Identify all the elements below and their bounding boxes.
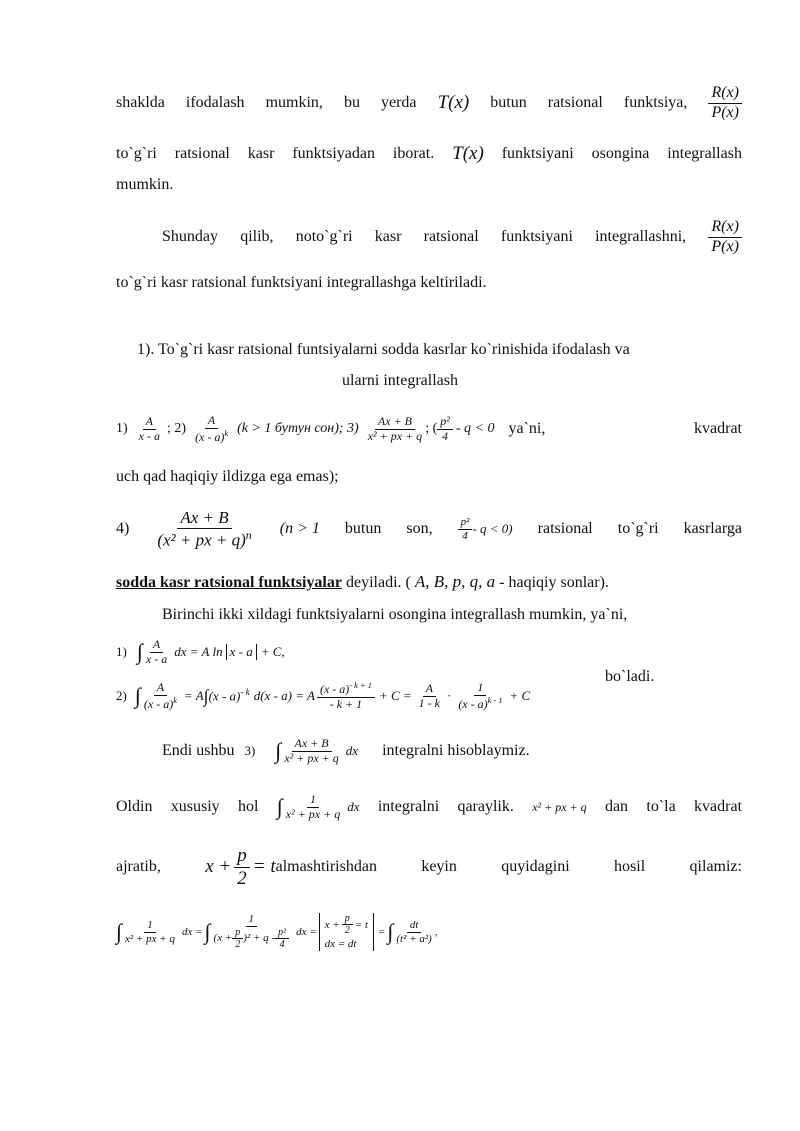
word: ratsional <box>174 145 230 162</box>
numerator: 1 <box>246 913 258 927</box>
denominator: 2 <box>344 925 350 937</box>
denominator: 2 <box>235 939 241 951</box>
numerator: Ax + B <box>292 737 332 752</box>
abs-value: x - a <box>226 644 257 660</box>
expr: (x + <box>213 932 233 945</box>
expr: dx = <box>181 926 203 938</box>
fraction <box>393 919 434 945</box>
numerator: p² <box>458 516 473 530</box>
word: Oldin <box>116 798 153 815</box>
word: kvadrat <box>694 420 742 437</box>
expr: + C = <box>378 688 412 703</box>
expr: , <box>434 926 438 938</box>
defined-term: sodda kasr ratsional funktsiyalar <box>116 574 342 591</box>
den-exp: k <box>224 428 229 438</box>
fraction <box>317 681 375 712</box>
word: integrallash <box>667 145 742 162</box>
word: to`g`ri <box>116 145 157 162</box>
denominator: 4 <box>279 939 285 951</box>
word: ya`ni, <box>508 420 546 437</box>
integral-sign: ∫ <box>275 738 282 763</box>
numerator: 1 <box>307 793 319 808</box>
denominator <box>192 429 231 445</box>
text: deyiladi. ( <box>341 574 415 591</box>
expr: d(x - a) = A <box>253 688 315 703</box>
fraction <box>143 638 170 667</box>
integral-sign: ∫ <box>136 639 143 664</box>
word: qilamiz: <box>689 858 742 875</box>
p2-over-4-fraction <box>458 516 473 542</box>
boladi-text: bo`ladi. <box>605 668 655 685</box>
condition: (k > 1 бутун сон); 3) <box>237 421 359 436</box>
numerator <box>317 681 375 698</box>
numerator: A <box>205 414 218 429</box>
denominator <box>455 696 505 712</box>
word: mumkin, <box>265 94 323 111</box>
label: 2) <box>116 688 127 703</box>
fraction <box>283 793 343 822</box>
word: qilib, <box>240 228 274 245</box>
word: kvadrat <box>694 798 742 815</box>
expr: + C, <box>260 644 285 659</box>
paragraph-line: to`g`ri kasr ratsional funktsiyani integrallashga keltiriladi. <box>116 274 487 291</box>
paragraph-line: Birinchi ikki xildagi funktsiyalarni osongina integrallash mumkin, ya`ni, <box>162 606 628 623</box>
expr: x + <box>205 856 232 877</box>
dx: dx <box>347 799 360 814</box>
word: kasr <box>374 228 402 245</box>
word: dan <box>604 798 629 815</box>
numerator: p <box>342 913 353 926</box>
denominator <box>211 927 293 951</box>
numerator: Ax + B <box>177 508 231 529</box>
label: 4) <box>116 520 130 537</box>
expr: x + <box>324 918 340 931</box>
numerator: 1 <box>144 919 156 933</box>
den-exp: k <box>173 695 177 705</box>
word: to`g`ri <box>617 520 659 537</box>
math-Tx: T(x) <box>437 92 470 113</box>
word: quyidagini <box>501 858 570 875</box>
word: to`la <box>646 798 676 815</box>
word: integrallashni, <box>595 228 687 245</box>
word: kasrlarga <box>683 520 742 537</box>
denominator: x² + px + q <box>284 750 339 765</box>
denominator: P(x) <box>711 237 739 255</box>
substitution-row: dx = dt <box>324 937 357 950</box>
den-base: (x - a) <box>458 696 488 711</box>
type4-line <box>116 504 742 554</box>
fraction-R-over-P <box>708 218 742 256</box>
fraction <box>211 913 293 951</box>
dx: dx <box>345 743 359 758</box>
condition-open: ; ( <box>425 421 438 436</box>
word: ajratib, <box>116 858 161 875</box>
label: 1) <box>116 421 128 436</box>
expr: = t <box>252 856 276 877</box>
type3-fraction <box>365 415 425 444</box>
fraction-types-line <box>116 406 742 452</box>
base: (x - a) <box>208 688 241 704</box>
numerator: p <box>234 845 250 868</box>
formula-2 <box>116 674 530 718</box>
word: ratsional <box>547 94 603 111</box>
denominator: - k + 1 <box>329 696 363 711</box>
word: integralni <box>377 798 440 815</box>
numerator: p <box>232 927 243 940</box>
numerator: A <box>154 681 167 696</box>
exp: - k <box>240 687 250 698</box>
integral-expr <box>277 793 360 822</box>
p2-over-4-fraction <box>437 415 453 444</box>
word: xususiy <box>170 798 220 815</box>
exp: - k + 1 <box>349 680 372 690</box>
dot: · <box>446 688 452 703</box>
expr: dx = <box>296 926 317 938</box>
condition-rest: - q < 0 <box>455 421 495 436</box>
den-exp: n <box>245 527 252 542</box>
fraction <box>232 927 243 951</box>
section-heading-line2: ularni integrallash <box>342 372 458 389</box>
expr: )² + q - <box>243 932 276 945</box>
word: Shunday <box>162 228 218 245</box>
den-base: (x - a) <box>143 696 174 711</box>
denominator: (t² + a²) <box>396 932 432 945</box>
condition-rest: - q < 0) <box>472 521 513 536</box>
type1-fraction <box>136 415 163 444</box>
formula-1 <box>116 634 285 670</box>
text: Endi ushbu <box>162 742 235 759</box>
numerator: p² <box>437 415 453 430</box>
word: osongina <box>591 145 650 162</box>
ajratib-line <box>116 842 742 892</box>
fraction <box>275 927 289 951</box>
word: hosil <box>614 858 646 875</box>
word: ratsional <box>423 228 479 245</box>
word: funktsiyani <box>501 145 574 162</box>
word: noto`g`ri <box>295 228 353 245</box>
numerator: p² <box>275 927 289 940</box>
word: hol <box>237 798 259 815</box>
word: bu <box>343 94 360 111</box>
integral-sign: ∫ <box>276 794 283 819</box>
word: qaraylik. <box>457 798 514 815</box>
denominator: x² + px + q <box>125 932 175 945</box>
final-formula <box>116 902 438 962</box>
denominator: P(x) <box>711 103 739 121</box>
endi-line <box>162 728 530 774</box>
label: 3) <box>244 743 256 758</box>
denominator: 2 <box>237 867 247 889</box>
numerator: R(x) <box>708 84 742 103</box>
expr: = <box>377 926 386 938</box>
fraction <box>342 913 353 937</box>
denominator <box>141 696 180 712</box>
text: integralni hisoblaymiz. <box>382 742 530 759</box>
numerator: A <box>143 415 156 430</box>
oldin-line <box>116 784 742 830</box>
paragraph-line: uch qad haqiqiy ildizga ega emas); <box>116 468 339 485</box>
denominator: x - a <box>138 428 160 443</box>
expr: = t <box>354 918 368 931</box>
word: kasr <box>247 145 275 162</box>
fraction <box>281 737 341 766</box>
integral-sign: ∫ <box>203 685 209 706</box>
numerator: Ax + B <box>375 415 415 430</box>
expr: x² + px + q <box>532 799 587 814</box>
word: butun <box>344 520 382 537</box>
substitution-expr <box>205 845 377 890</box>
numerator: dt <box>407 919 422 933</box>
word: ratsional <box>537 520 593 537</box>
condition: (n > 1 <box>279 520 320 537</box>
math-Tx: T(x) <box>452 143 484 164</box>
word: almashtirishdan <box>275 858 377 875</box>
condition-expr <box>458 516 513 542</box>
paragraph-line <box>116 142 742 166</box>
numerator: R(x) <box>708 218 742 237</box>
section-heading: 1). To`g`ri kasr ratsional funtsiyalarni sodda kasrlar ko`rinishida ifodalash va <box>137 341 630 358</box>
expr <box>209 687 250 704</box>
denominator: 4 <box>442 428 449 443</box>
fraction <box>416 682 443 711</box>
denominator: 4 <box>462 529 468 542</box>
den-base: (x - a) <box>195 429 225 444</box>
word: butun <box>490 94 527 111</box>
type2-fraction <box>192 414 231 445</box>
word: funktsiya, <box>623 94 688 111</box>
expr: = A <box>183 688 204 703</box>
expr: + C <box>509 688 531 703</box>
word: keyin <box>421 858 457 875</box>
denominator <box>154 529 254 550</box>
den-base: (x² + px + q) <box>157 530 246 550</box>
paragraph-line: mumkin. <box>116 176 174 193</box>
integral-sign: ∫ <box>134 683 141 708</box>
paragraph-line <box>162 214 742 260</box>
word: funktsiyadan <box>292 145 375 162</box>
denominator: 1 - k <box>418 695 440 710</box>
integral-sign: ∫ <box>387 919 394 944</box>
integral-sign: ∫ <box>204 919 211 944</box>
substitution-row <box>325 913 368 937</box>
fraction <box>234 845 250 890</box>
denominator: x - a <box>145 651 168 666</box>
word: funktsiyani <box>500 228 573 245</box>
fraction <box>122 919 178 945</box>
word: son, <box>406 520 433 537</box>
numerator: 1 <box>474 681 486 696</box>
denominator: x² + px + q <box>367 428 423 443</box>
definition-line <box>116 572 609 592</box>
paragraph-line <box>116 80 742 126</box>
denominator: x² + px + q <box>285 806 341 821</box>
label: 1) <box>116 644 127 659</box>
type4-fraction <box>154 508 254 550</box>
base: (x - a) <box>319 681 350 696</box>
word: shaklda <box>116 94 165 111</box>
word: ifodalash <box>185 94 245 111</box>
fraction <box>455 681 505 712</box>
math-vars: A, B, p, q, a <box>414 572 496 591</box>
substitution-block <box>319 913 374 951</box>
fraction <box>141 681 180 712</box>
numerator: A <box>150 638 163 653</box>
text: - haqiqiy sonlar). <box>495 574 609 591</box>
separator: ; 2) <box>167 421 187 436</box>
den-exp: k - 1 <box>487 695 503 705</box>
fraction-R-over-P <box>708 84 742 122</box>
word: yerda <box>381 94 417 111</box>
word: iborat. <box>392 145 435 162</box>
numerator: A <box>423 682 436 697</box>
expr: dx = A ln <box>174 644 223 659</box>
integral-sign: ∫ <box>116 919 123 944</box>
